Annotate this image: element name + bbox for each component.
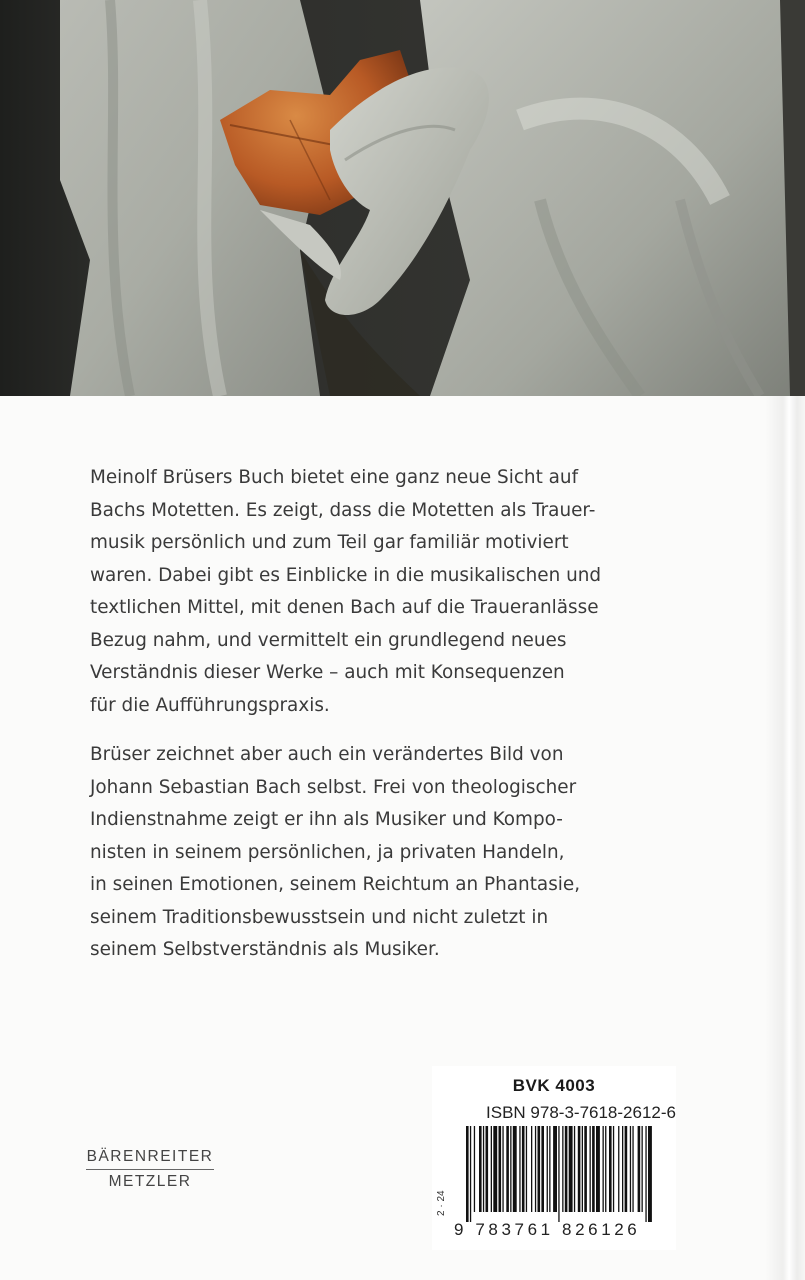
barcode-bar [582, 1126, 583, 1212]
barcode-bar [519, 1126, 520, 1212]
barcode-bar [592, 1126, 595, 1212]
barcode-bar [470, 1126, 471, 1222]
barcode-digits: 9 783761 826126 [454, 1220, 641, 1239]
barcode-bar [565, 1126, 568, 1212]
blurb-paragraph-1 [90, 462, 650, 722]
blurb-line: Verständnis dieser Werke – auch mit Konsequenzen [90, 662, 565, 683]
blurb-line: textlichen Mittel, mit denen Bach auf die Traueranlässe [90, 597, 599, 618]
barcode-bar [510, 1126, 511, 1212]
barcode-bar [622, 1126, 623, 1212]
barcode-bar [642, 1126, 643, 1212]
blurb-paragraph-2 [90, 739, 650, 967]
order-number: BVK 4003 [512, 1076, 596, 1095]
barcode-bar [609, 1126, 612, 1212]
publisher-logo [86, 1148, 214, 1191]
barcode-bar [541, 1126, 544, 1212]
barcode-bars [466, 1126, 656, 1222]
barcode-bar [625, 1126, 628, 1212]
barcode-bar [493, 1126, 497, 1212]
barcode-bar [618, 1126, 619, 1212]
barcode-bar [535, 1126, 536, 1212]
barcode-bar [648, 1126, 652, 1222]
statue-hand-leaf-photo [0, 0, 805, 396]
blurb-line: musik persönlich und zum Teil gar familiär motiviert [90, 532, 569, 553]
barcode-bar [474, 1126, 475, 1212]
barcode-bar [584, 1126, 587, 1212]
blurb-line: Bezug nahm, und vermittelt ein grundlegend neues [90, 629, 567, 651]
blurb-line: nisten in seinem persönlichen, ja privaten Handeln, [90, 841, 565, 863]
barcode-bar [553, 1126, 557, 1212]
barcode-bar [522, 1126, 525, 1212]
barcode-bar [549, 1126, 550, 1212]
blurb-line: waren. Dabei gibt es Einblicke in die musikalischen und [90, 564, 602, 586]
barcode-bar [466, 1126, 469, 1222]
barcode-bar [605, 1126, 606, 1212]
barcode-bar [562, 1126, 563, 1212]
barcode-bar [531, 1126, 532, 1212]
blurb-line: seinem Traditionsbewusstsein und nicht zuletzt in [90, 906, 549, 928]
barcode-bar [547, 1126, 548, 1212]
isbn-text: ISBN 978-3-7618-2612-6 [486, 1103, 676, 1122]
barcode-bar [479, 1126, 482, 1212]
blurb-line: Indienstnahme zeigt er ihn als Musiker und Kompo- [90, 809, 563, 830]
barcode-bar [645, 1126, 646, 1222]
blurb-line: Johann Sebastian Bach selbst. Frei von theologischer [90, 776, 577, 798]
blurb-line: für die Aufführungspraxis. [90, 694, 330, 716]
blurb-text [90, 462, 650, 967]
blurb-line: Brüser zeichnet aber auch ein verändertes Bild von [90, 744, 564, 765]
spine-shading [765, 396, 805, 1280]
barcode-bar [632, 1126, 633, 1212]
barcode-bar [603, 1126, 604, 1212]
barcode-bar [596, 1126, 600, 1212]
cover-photo [0, 0, 805, 396]
blurb-line: Bachs Motetten. Es zeigt, dass die Motetten als Trauer- [90, 499, 596, 521]
barcode-bar [506, 1126, 509, 1212]
barcode-label [432, 1066, 676, 1250]
barcode-bar [630, 1126, 631, 1212]
publisher-line-1: BÄRENREITER [86, 1148, 214, 1165]
blurb-line: seinem Selbstverständnis als Musiker. [90, 939, 440, 960]
publisher-divider [86, 1169, 214, 1170]
barcode-bar [526, 1126, 527, 1212]
barcode-bar [590, 1126, 591, 1212]
barcode-bar [578, 1126, 581, 1212]
barcode-bar [558, 1126, 559, 1222]
barcode-bar [638, 1126, 641, 1212]
publisher-line-2: METZLER [108, 1173, 192, 1190]
barcode-bar [499, 1126, 502, 1212]
barcode-bar [483, 1126, 484, 1212]
blurb-line: in seinen Emotionen, seinem Reichtum an Phantasie, [90, 874, 581, 895]
blurb-line: Meinolf Brüsers Buch bietet eine ganz neue Sicht auf [90, 467, 579, 488]
barcode-bar [538, 1126, 541, 1212]
barcode-bar [486, 1126, 489, 1212]
barcode-bar [574, 1126, 575, 1212]
barcode-bar [569, 1126, 573, 1212]
barcode-bar [502, 1126, 503, 1212]
barcode-bar [491, 1126, 492, 1212]
barcode-bar [513, 1126, 517, 1212]
barcode-side-code: 2 · 24 [436, 1190, 447, 1216]
barcode-bar [613, 1126, 614, 1212]
